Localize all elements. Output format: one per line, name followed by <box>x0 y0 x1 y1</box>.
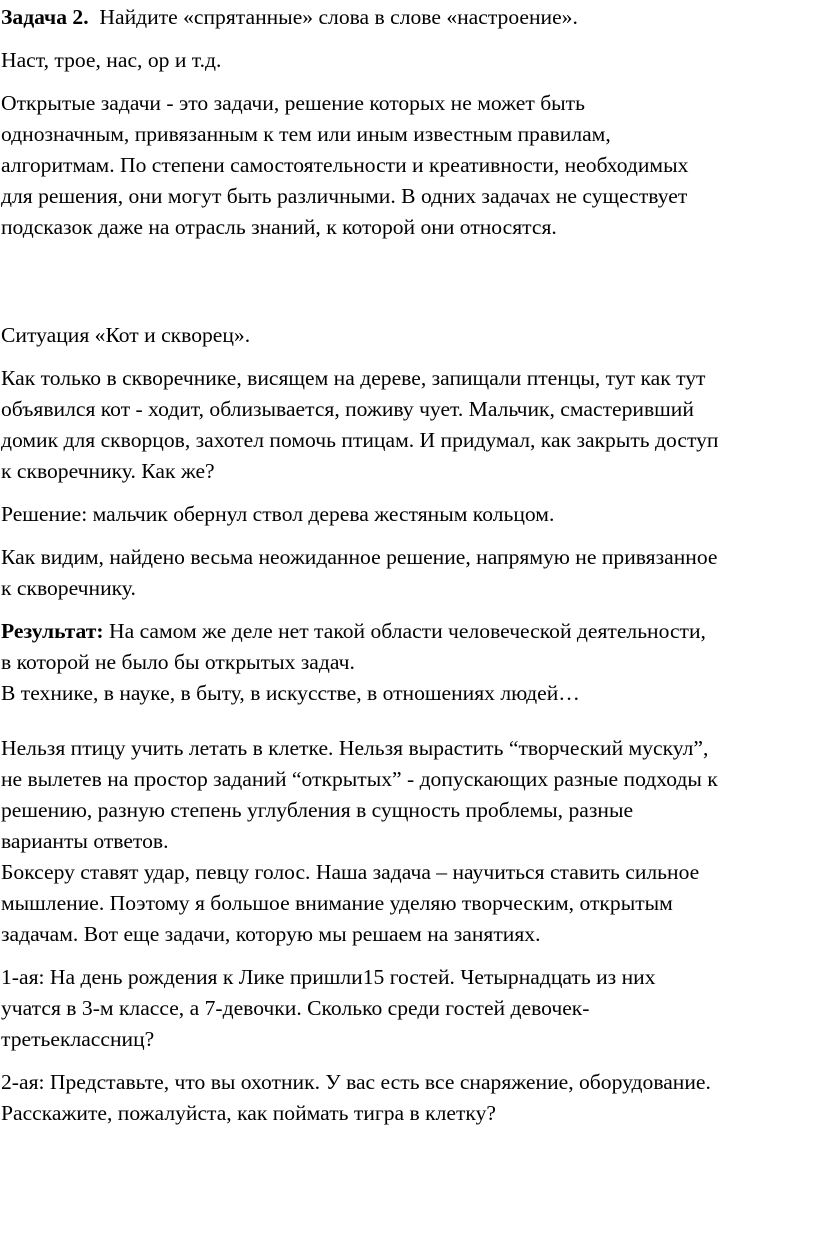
task-second-line: 2-ая: Представьте, что вы охотник. У вас есть все снаряжение, оборудование. <box>1 1070 711 1094</box>
hidden-words-examples <box>1 45 813 76</box>
task-second-paragraph <box>1 1067 813 1129</box>
bird-line: Нельзя птицу учить летать в клетке. Нельзя вырастить “творческий мускул”, <box>1 736 709 760</box>
bird-paragraph <box>1 733 813 950</box>
conclusion-paragraph <box>1 542 813 604</box>
result-text: На самом же деле нет такой области человеческой деятельности, <box>109 619 706 643</box>
task-2-text: Найдите «спрятанные» слова в слове «настроение». <box>99 5 578 29</box>
result-paragraph <box>1 616 813 709</box>
task-2-heading <box>1 2 813 33</box>
solution-line: Решение: мальчик обернул ствол дерева жестяным кольцом. <box>1 502 555 526</box>
bird-line: Боксеру ставят удар, певцу голос. Наша задача – научиться ставить сильное <box>1 860 700 884</box>
situation-line: к скворечнику. Как же? <box>1 459 215 483</box>
task-first-line: учатся в 3-м классе, а 7-девочки. Сколько среди гостей девочек- <box>1 996 590 1020</box>
examples-line: Наст, трое, нас, ор и т.д. <box>1 48 222 72</box>
task-first-paragraph <box>1 962 813 1055</box>
open-tasks-paragraph <box>1 88 813 243</box>
task-first-line: третьеклассниц? <box>1 1027 155 1051</box>
open-tasks-line: подсказок даже на отрасль знаний, к которой они относятся. <box>1 215 557 239</box>
open-tasks-line: однозначным, привязанным к тем или иным известным правилам, <box>1 122 611 146</box>
solution-paragraph <box>1 499 813 530</box>
task-2-label: Задача 2. <box>1 5 89 29</box>
bird-line: мышление. Поэтому я большое внимание уделяю творческим, открытым <box>1 891 673 915</box>
result-line: В технике, в науке, в быту, в искусстве, в отношениях людей… <box>1 681 580 705</box>
bird-line: задачам. Вот еще задачи, которую мы решаем на занятиях. <box>1 922 541 946</box>
situation-title-line: Ситуация «Кот и скворец». <box>1 323 251 347</box>
situation-line: Как только в скворечнике, висящем на дереве, запищали птенцы, тут как тут <box>1 366 706 390</box>
situation-line: объявился кот - ходит, облизывается, поживу чует. Мальчик, смастеривший <box>1 397 694 421</box>
bird-line: варианты ответов. <box>1 829 169 853</box>
open-tasks-line: для решения, они могут быть различными. В одних задачах не существует <box>1 184 688 208</box>
open-tasks-line: Открытые задачи - это задачи, решение которых не может быть <box>1 91 585 115</box>
bird-line: не вылетев на простор заданий “открытых” - допускающих разные подходы к <box>1 767 718 791</box>
situation-title <box>1 320 813 351</box>
document-page <box>1 2 813 1129</box>
situation-paragraph <box>1 363 813 487</box>
result-label: Результат: <box>1 619 104 643</box>
conclusion-line: к скворечнику. <box>1 576 136 600</box>
result-line: в которой не было бы открытых задач. <box>1 650 355 674</box>
task-second-line: Расскажите, пожалуйста, как поймать тигра в клетку? <box>1 1101 496 1125</box>
open-tasks-line: алгоритмам. По степени самостоятельности и креативности, необходимых <box>1 153 689 177</box>
task-first-line: 1-ая: На день рождения к Лике пришли15 гостей. Четырнадцать из них <box>1 965 656 989</box>
situation-line: домик для скворцов, захотел помочь птицам. И придумал, как закрыть доступ <box>1 428 719 452</box>
bird-line: решению, разную степень углубления в сущность проблемы, разные <box>1 798 634 822</box>
conclusion-line: Как видим, найдено весьма неожиданное решение, напрямую не привязанное <box>1 545 718 569</box>
